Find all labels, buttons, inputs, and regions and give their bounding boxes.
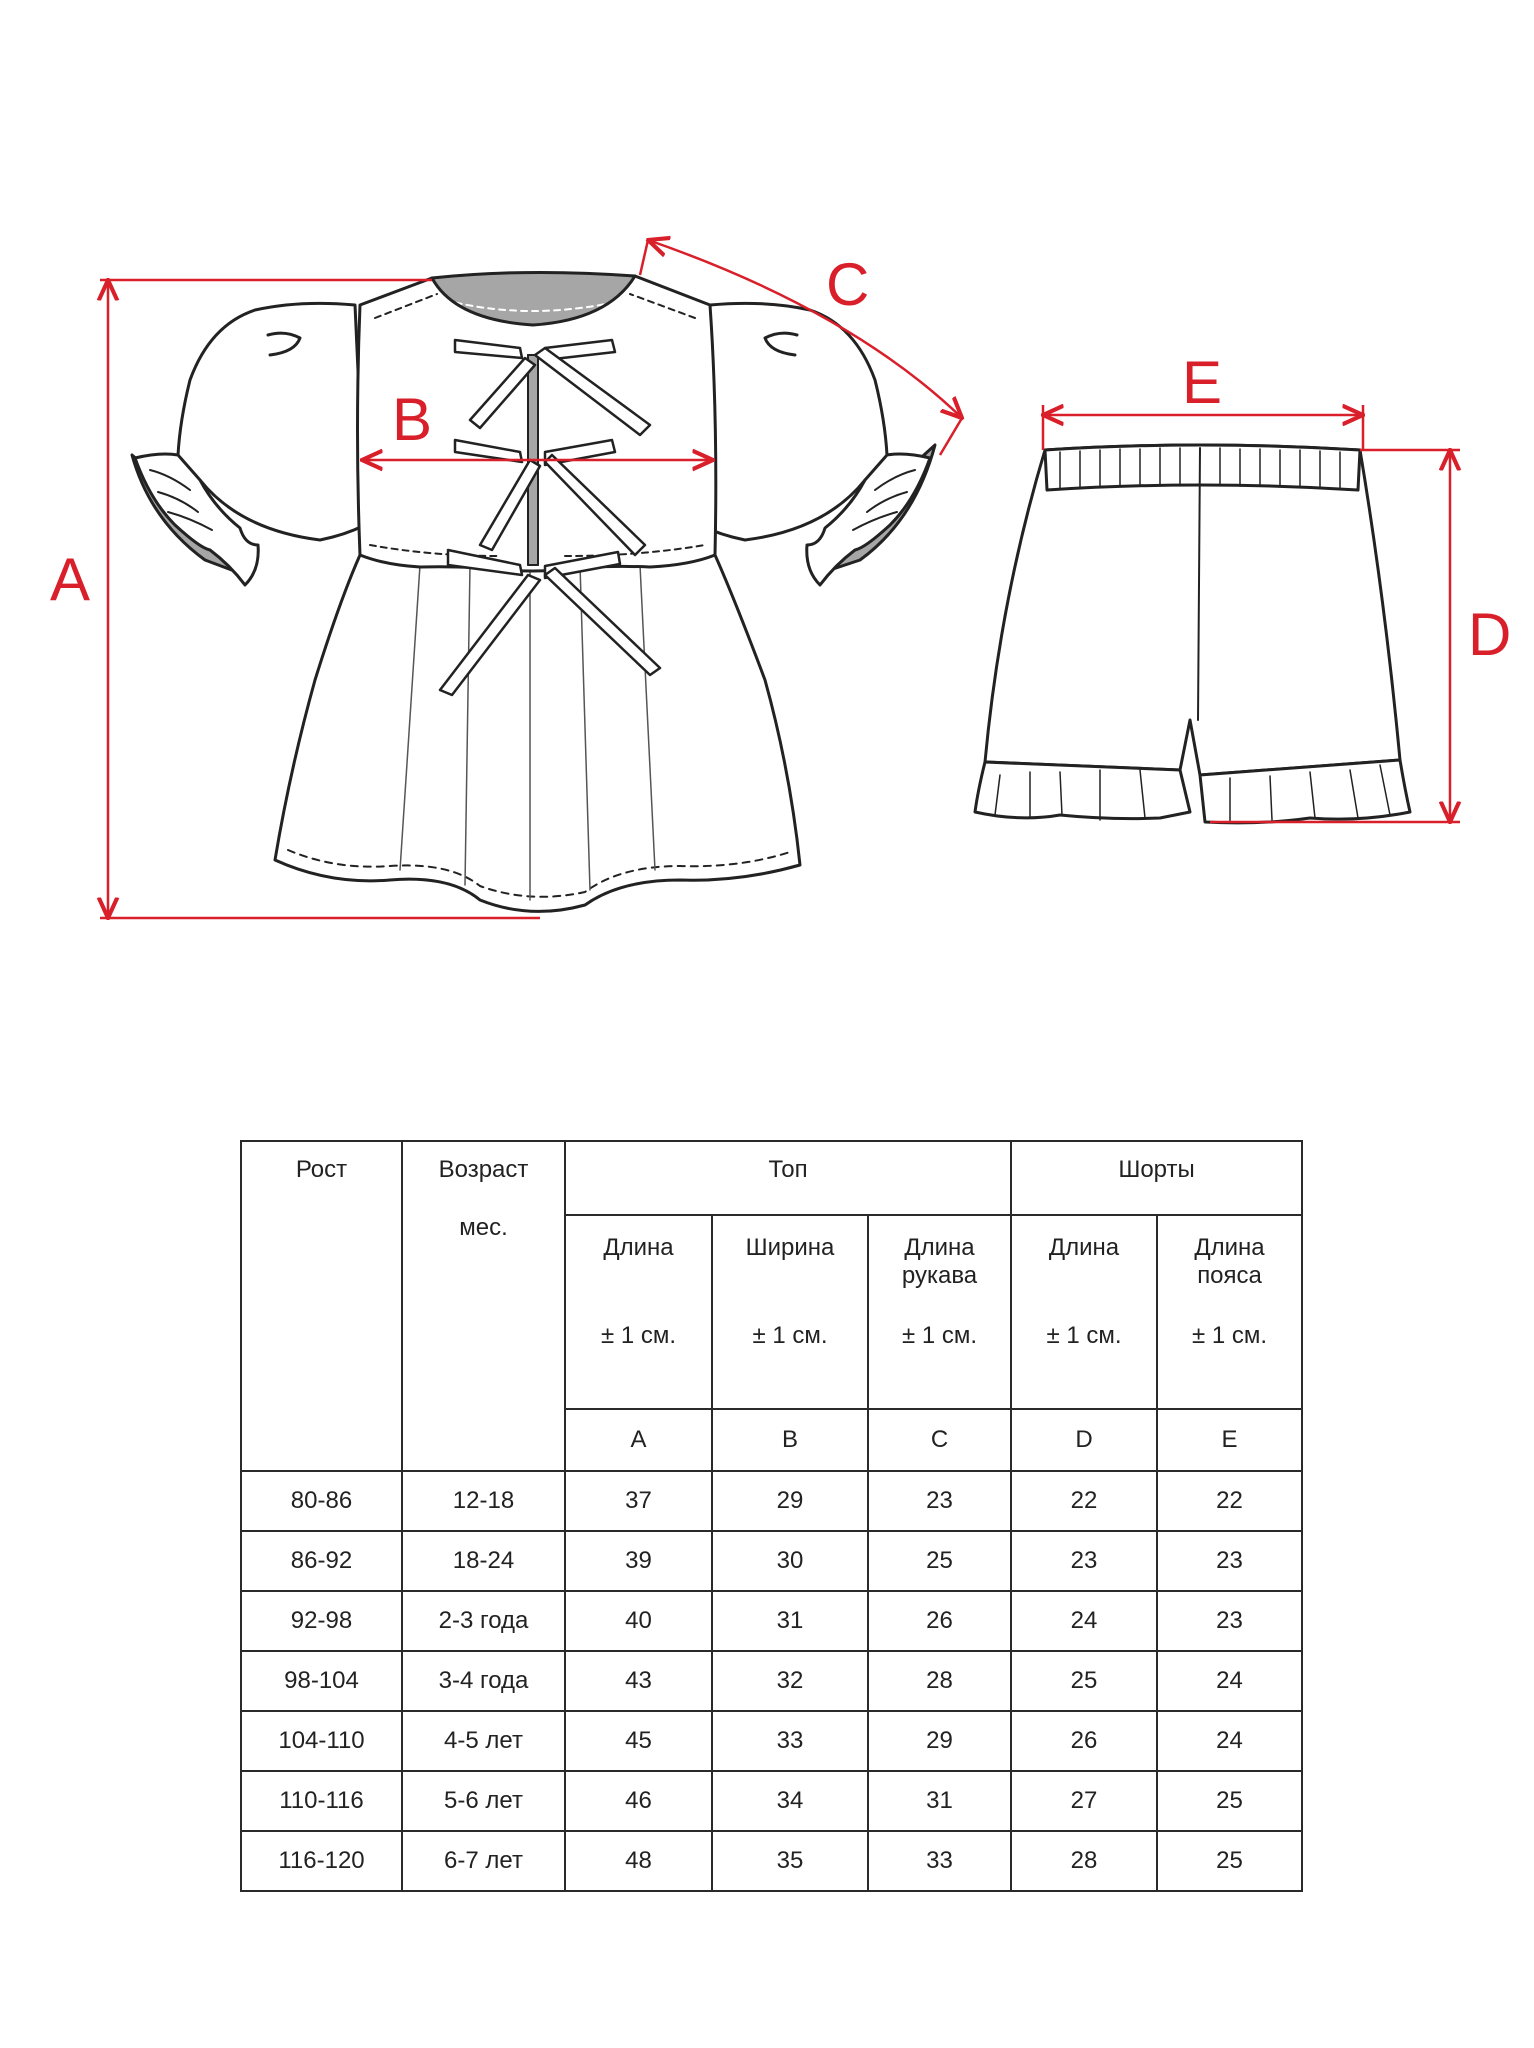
col-label: Длина [1048,1234,1120,1261]
cell-d: 23 [1011,1531,1157,1591]
cell-age: 4-5 лет [402,1711,565,1771]
col-label: Длина [603,1234,674,1261]
cell-height: 104-110 [241,1711,402,1771]
cell-b: 35 [712,1831,868,1891]
cell-height: 98-104 [241,1651,402,1711]
cell-a: 39 [565,1531,712,1591]
cell-b: 30 [712,1531,868,1591]
dimension-e-label: E [1182,349,1223,416]
header-height [241,1141,402,1471]
cell-d: 27 [1011,1771,1157,1831]
cell-d: 24 [1011,1591,1157,1651]
dimension-b-label: B [392,386,433,453]
cell-c: 28 [868,1651,1011,1711]
header-shorts-label: Шорты [1118,1156,1195,1183]
cell-height: 116-120 [241,1831,402,1891]
table-row [241,1531,1302,1591]
cell-e: 25 [1157,1771,1302,1831]
garment-technical-drawing [0,0,1534,960]
cell-age: 2-3 года [402,1591,565,1651]
header-shorts [1011,1141,1302,1215]
cell-a: 40 [565,1591,712,1651]
col-label: Длина рукава [901,1234,978,1289]
cell-age: 5-6 лет [402,1771,565,1831]
cell-c: 33 [868,1831,1011,1891]
cell-b: 29 [712,1471,868,1531]
cell-a: 45 [565,1711,712,1771]
cell-e: 23 [1157,1591,1302,1651]
header-col-c [868,1215,1011,1409]
cell-age: 3-4 года [402,1651,565,1711]
col-tolerance: ± 1 см. [600,1322,677,1349]
col-code-d: D [1011,1409,1157,1471]
cell-a: 37 [565,1471,712,1531]
cell-d: 25 [1011,1651,1157,1711]
left-leg-ruffle [975,762,1190,819]
cell-c: 23 [868,1471,1011,1531]
header-age-label: Возраст [438,1156,529,1183]
dimension-a-label: A [50,546,91,613]
cell-c: 29 [868,1711,1011,1771]
cell-e: 24 [1157,1711,1302,1771]
col-tolerance: ± 1 см. [902,1322,978,1349]
cell-b: 33 [712,1711,868,1771]
cell-age: 6-7 лет [402,1831,565,1891]
header-col-d [1011,1215,1157,1409]
top-peplum [275,555,800,911]
cell-age: 18-24 [402,1531,565,1591]
header-col-a [565,1215,712,1409]
header-top [565,1141,1011,1215]
col-label: Ширина [745,1234,835,1261]
cell-d: 28 [1011,1831,1157,1891]
dimension-d-label: D [1468,601,1512,668]
header-col-e [1157,1215,1302,1409]
cell-b: 34 [712,1771,868,1831]
shorts-waistband [1045,445,1360,490]
cell-c: 25 [868,1531,1011,1591]
col-tolerance: ± 1 см. [1192,1322,1268,1349]
header-top-label: Топ [768,1156,808,1183]
cell-b: 31 [712,1591,868,1651]
size-chart-table [240,1140,1303,1892]
header-age-unit: мес. [459,1214,508,1241]
header-col-b [712,1215,868,1409]
table-row [241,1711,1302,1771]
dimension-c-label: C [826,251,870,318]
table-row [241,1831,1302,1891]
col-label: Длина пояса [1194,1234,1265,1289]
col-code-c: C [868,1409,1011,1471]
table-row [241,1591,1302,1651]
cell-d: 26 [1011,1711,1157,1771]
cell-d: 22 [1011,1471,1157,1531]
col-tolerance: ± 1 см. [752,1322,828,1349]
top-sketch [132,272,935,911]
cell-age: 12-18 [402,1471,565,1531]
cell-e: 22 [1157,1471,1302,1531]
col-tolerance: ± 1 см. [1046,1322,1122,1349]
header-age [402,1141,565,1471]
cell-a: 48 [565,1831,712,1891]
cell-height: 92-98 [241,1591,402,1651]
cell-a: 46 [565,1771,712,1831]
shorts-sketch [975,445,1410,823]
col-code-b: B [712,1409,868,1471]
col-code-e: E [1157,1409,1302,1471]
table-row [241,1651,1302,1711]
cell-e: 24 [1157,1651,1302,1711]
cell-e: 23 [1157,1531,1302,1591]
shorts-body [985,445,1400,775]
cell-height: 80-86 [241,1471,402,1531]
cell-c: 31 [868,1771,1011,1831]
table-row [241,1771,1302,1831]
cell-height: 110-116 [241,1771,402,1831]
header-height-label: Рост [295,1156,348,1183]
table-row [241,1471,1302,1531]
cell-e: 25 [1157,1831,1302,1891]
cell-b: 32 [712,1651,868,1711]
cell-c: 26 [868,1591,1011,1651]
cell-a: 43 [565,1651,712,1711]
cell-height: 86-92 [241,1531,402,1591]
col-code-a: A [565,1409,712,1471]
